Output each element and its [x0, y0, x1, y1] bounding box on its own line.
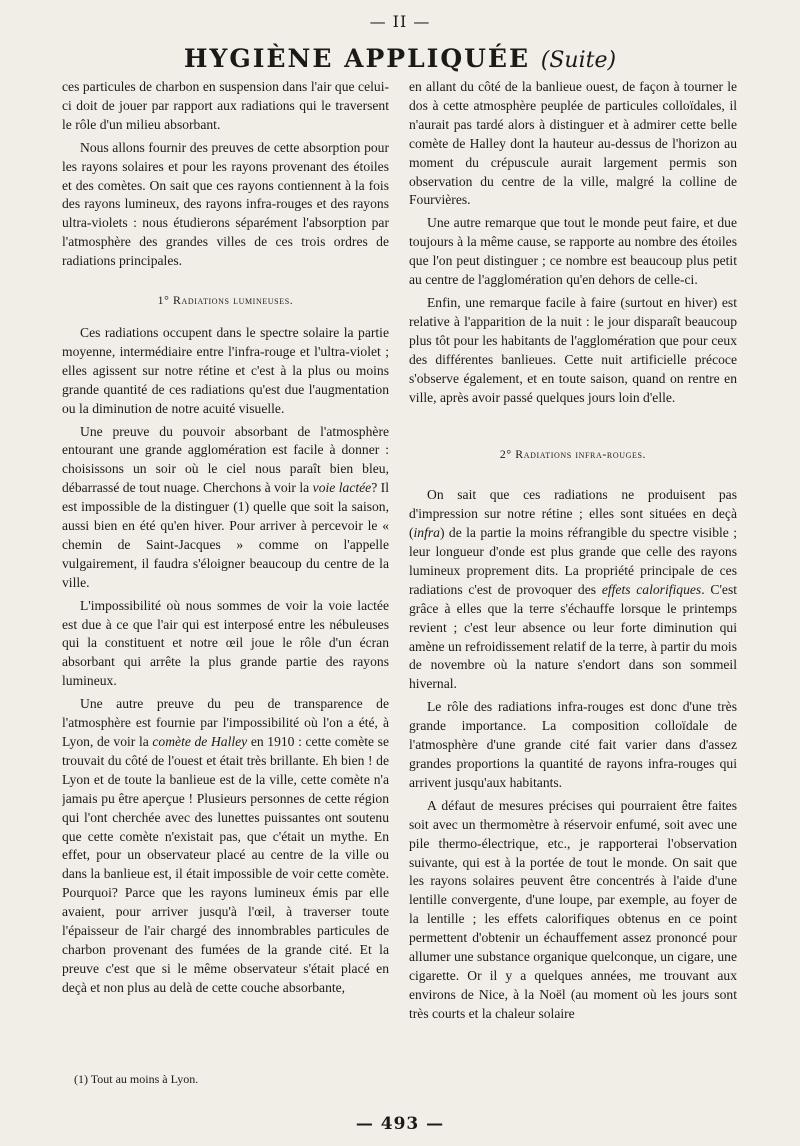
paragraph: Le rôle des radiations infra-rouges est donc d'une très grande importance. La composition colloïdale de l'atmosphère d'une grande cité fait varier dans d'assez grandes proportions la quantité de rayons infra-rouges qui arrivent jusqu'aux habitants. [409, 699, 737, 790]
paragraph: Ces radiations occupent dans le spectre solaire la partie moyenne, intermédiaire entre l'infra-rouge et l'ultra-violet ; elles agissent sur notre rétine et c'est à la plus ou moins grande quantité de ces radiations qu'est due l'augmentation ou la diminution de notre acuité visuelle. [62, 324, 389, 416]
paragraph: ces particules de charbon en suspension dans l'air que celui-ci doit de jouer par rapport aux radiations qui le traversent le rôle d'un milieu absorbant. [62, 79, 389, 132]
text-run: On sait que ces radiations ne produisent pas d'impression sur notre rétine ; elles sont situées en deçà ( [409, 487, 737, 541]
left-column [62, 78, 389, 1094]
text-run: en 1910 : cette comète se trouvait du côté de l'ouest et était très brillante. Eh bien ! de Lyon et de toute la banlieue est de la ville, cette comète n'a jamais pu être aperçue ! Plusieurs personnes de cette région qui l'ont cherchée avec des lunettes puissantes ont soutenu que cette comète n'existait pas, que c'était un mythe. En effet, pour un observateur placé au centre de la ville ou dans la banlieue est, il était impossible de voir cette comète. Pourquoi? Parce que les rayons lumineux émis par elle avaient, pour arriver jusqu'à l'œil, à traverser toute l'épaisseur de l'air chargé des innombrables particules de charbon provenant des fumées de la grande cité. Et la preuve c'est que si le même observateur s'était placé en deçà et non plus au delà de cette couche absorbante, [62, 734, 389, 995]
section-heading-infrared: 2° Radiations infra-rouges. [499, 447, 647, 462]
text-run: . C'est grâce à elles que la terre s'échauffe lorsque le printemps revient ; c'est leur absence ou leur forte diminution qui amène un refroidissement relatif de la terre, à partir du mois de novembre où la nature s'endort dans son sommeil hivernal. [409, 581, 737, 692]
title-text: HYGIÈNE APPLIQUÉE [183, 44, 531, 73]
paragraph [62, 423, 389, 593]
emphasis-effets-calorifiques: effets calorifiques [601, 581, 702, 597]
page-title [0, 44, 800, 73]
text-run: ? Il est impossible de la distinguer (1) quelle que soit la saison, aussi bien en été qu'en hiver. Pour arriver à percevoir le « chemin de Saint-Jacques » comme on l'appelle vulgairement, il faudra s'éloigner beaucoup du centre de la ville. [62, 480, 389, 590]
paragraph: L'impossibilité où nous sommes de voir la voie lactée est due à ce que l'air qui est interposé entre les nébuleuses qui la constituent et notre œil joue le rôle d'un écran absorbant qui arrête la plus grande partie des rayons lumineux. [62, 597, 389, 689]
emphasis-voie-lactee: voie lactée [312, 480, 372, 496]
paragraph: en allant du côté de la banlieue ouest, de façon à tourner le dos à cette atmosphère peuplée de particules colloïdales, il n'aurait pas tardé alors à distinguer et à admirer cette belle comète de Halley dont la hauteur au-dessus de l'horizon au moment du crépuscule aurait largement permis son observation du centre de la ville, malgré la colline de Fourvières. [409, 79, 737, 208]
emphasis-comete-halley: comète de Halley [152, 734, 248, 749]
text-run: ) de la partie la moins réfrangible du spectre visible ; leur longueur d'onde est plus grande que celle des rayons lumineux proprement dits. La propriété principale de ces radiations c'est de provoquer des [409, 525, 737, 597]
paragraph [409, 486, 737, 694]
page-number: — 493 — [355, 1114, 445, 1134]
right-column [409, 78, 737, 1094]
text-run: Une autre preuve du peu de transparence de l'atmosphère est fournie par l'impossibilité où l'on a été, à Lyon, de voir la [62, 696, 389, 749]
paragraph: Une autre remarque que tout le monde peut faire, et due toujours à la même cause, se rapporte au nombre des étoiles que l'on peut distinguer ; ce nombre est beaucoup plus petit au centre de l'agglomération qu'en dehors de celle-ci. [409, 215, 737, 288]
emphasis-infra: infra [413, 525, 440, 541]
paragraph: A défaut de mesures précises qui pourraient être faites soit avec un thermomètre à réservoir enfumé, soit avec une pile thermo-électrique, etc., je rapporterai l'observation suivante, qui est à la portée de tout le monde. On sait que les rayons solaires peuvent être concentrés à l'aide d'une lentille convergente, d'une loupe, par exemple, au foyer de la lentille ; les effets calorifiques obtenus en ce point permettent d'obtenir un échauffement assez prononcé pour allumer une substance organique quelconque, un cigare, une cigarette. Or il y a quelques années, me trouvant aux environs de Nice, à la Noël (au moment où les jours sont très courts et la chaleur solaire [409, 797, 737, 1021]
text-run: Une preuve du pouvoir absorbant de l'atmosphère entourant une grande agglomération est facile à donner : choisissons un soir où le ciel nous paraît bien bleu, débarrassé de tout nuage. Cherchons à voir la [62, 423, 389, 496]
section-heading-luminous: 1° Radiations lumineuses. [157, 293, 294, 308]
title-suffix: (Suite) [540, 48, 617, 73]
paragraph [62, 695, 389, 998]
paragraph: Nous allons fournir des preuves de cette absorption pour les rayons solaires et pour les rayons provenant des étoiles et des comètes. On sait que ces rayons contiennent à la fois des rayons lumineux, des rayons infra-rouges et des rayons ultra-violets : nous étudierons séparément l'absorption par l'atmosphère des grandes villes de ces trois ordres de radiations principales. [62, 139, 389, 269]
paragraph: Enfin, une remarque facile à faire (surtout en hiver) est relative à l'apparition de la nuit : le jour disparaît beaucoup plus tôt pour les habitants de l'agglomération que pour ceux des différentes banlieues. Cette nuit artificielle précoce s'observe également, et en toute saison, quand on rentre en ville, après avoir passé quelques jours loin d'elle. [409, 294, 737, 405]
section-number: — II — [369, 12, 431, 31]
footnote: (1) Tout au moins à Lyon. [74, 1072, 199, 1086]
